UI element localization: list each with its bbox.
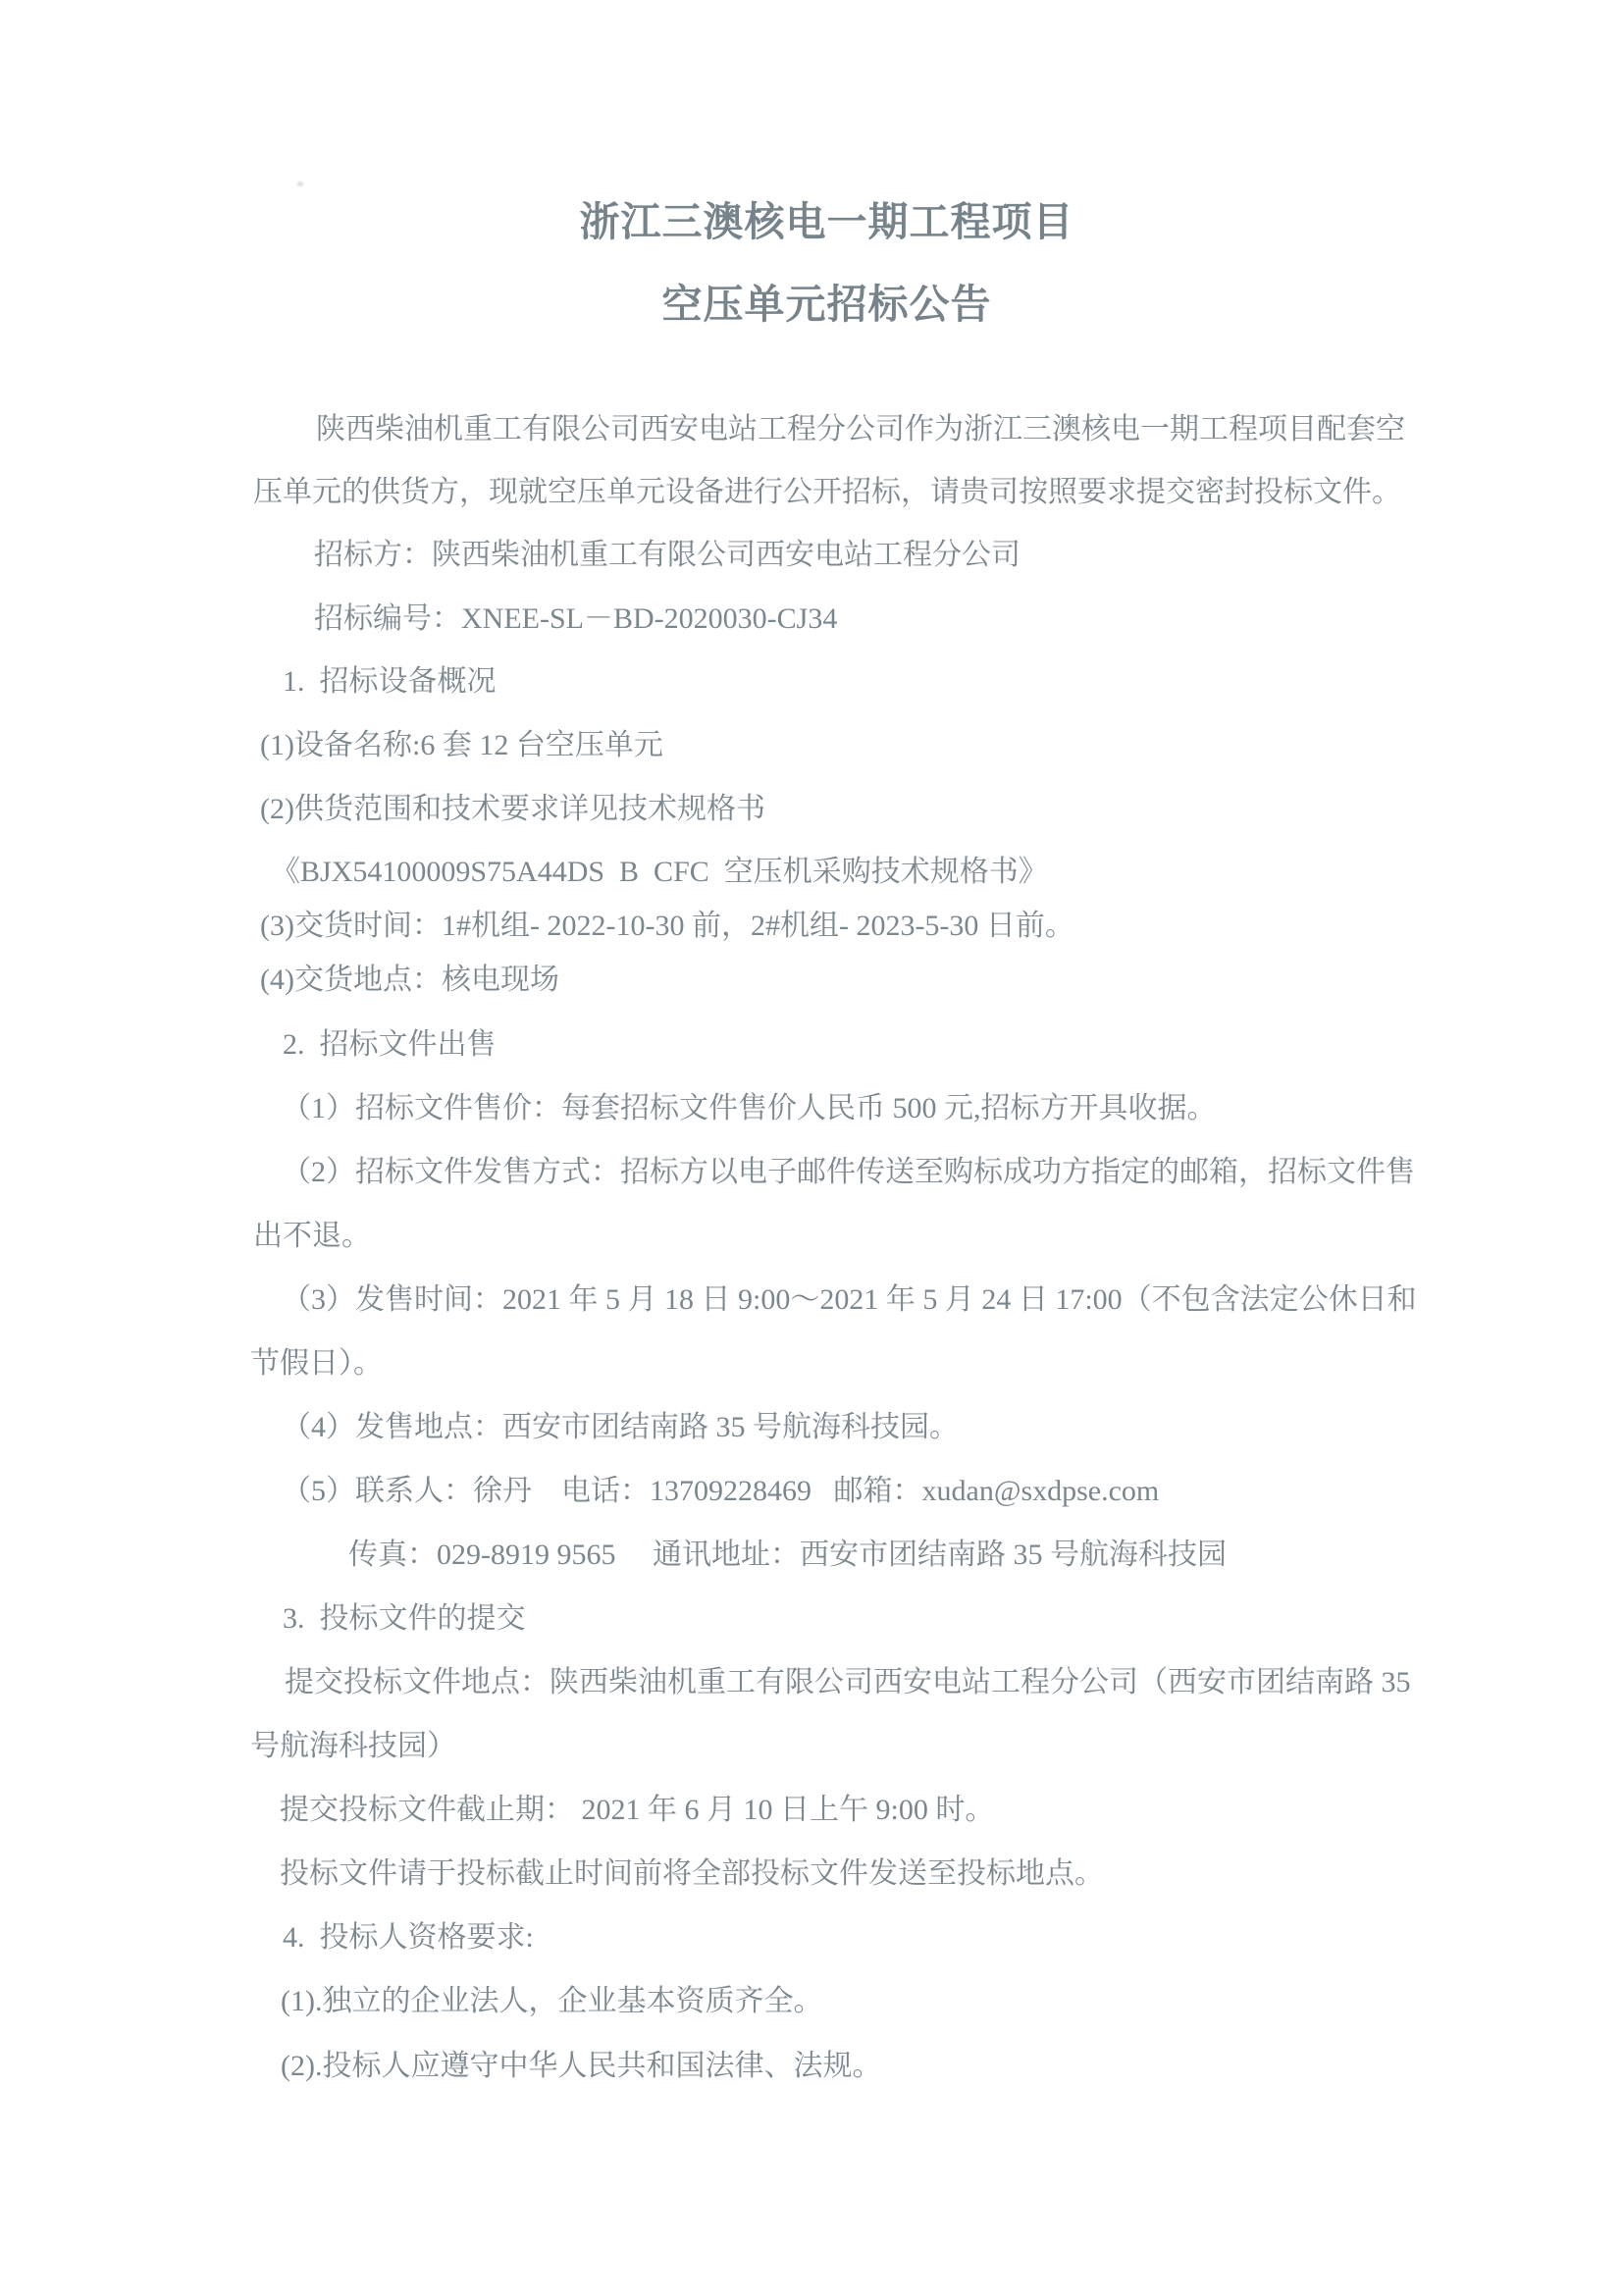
section-2-heading: 2. 招标文件出售 (283, 1028, 497, 1061)
submit-place-line-1: 提交投标文件地点：陕西柴油机重工有限公司西安电站工程分公司（西安市团结南路 35 (285, 1666, 1411, 1698)
section-1-heading: 1. 招标设备概况 (283, 665, 497, 698)
delivery-time-line: (3)交货时间：1#机组- 2022-10-30 前，2#机组- 2023-5-30 日前。 (260, 910, 1074, 942)
sale-time-line-1: （3）发售时间：2021 年 5 月 18 日 9:00～2021 年 5 月 24 日 17:00（不包含法定公休日和 (282, 1283, 1417, 1316)
tender-party-line: 招标方：陕西柴油机重工有限公司西安电站工程分公司 (314, 539, 1021, 571)
sale-place-line: （4）发售地点：西安市团结南路 35 号航海科技园。 (282, 1411, 959, 1443)
doc-title-line2: 空压单元招标公告 (661, 282, 992, 327)
doc-price-line: （1）招标文件售价：每套招标文件售价人民币 500 元,招标方开具收据。 (282, 1092, 1217, 1124)
delivery-place-line: (4)交货地点：核电现场 (260, 964, 559, 996)
submit-place-line-2: 号航海科技园） (250, 1730, 456, 1762)
fax-address-line: 传真：029-8919 9565 通讯地址：西安市团结南路 35 号航海科技园 (348, 1539, 1227, 1571)
equipment-name-line: (1)设备名称:6 套 12 台空压单元 (260, 729, 663, 761)
contact-line: （5）联系人：徐丹 电话：13709228469 邮箱：xudan@sxdpse.com (282, 1475, 1160, 1507)
supply-scope-line: (2)供货范围和技术要求详见技术规格书 (260, 793, 765, 825)
submit-deadline-line: 提交投标文件截止期： 2021 年 6 月 10 日上午 9:00 时。 (280, 1794, 995, 1826)
tender-number-line: 招标编号：XNEE-SL－BD-2020030-CJ34 (314, 602, 838, 635)
qualification-line-1: (1).独立的企业法人，企业基本资质齐全。 (281, 1985, 823, 2017)
sale-time-line-2: 节假日）。 (250, 1347, 383, 1380)
submit-note-line: 投标文件请于投标截止时间前将全部投标文件发送至投标地点。 (280, 1857, 1104, 1890)
section-4-heading: 4. 投标人资格要求: (283, 1921, 534, 1954)
sale-method-line-1: （2）招标文件发售方式：招标方以电子邮件传送至购标成功方指定的邮箱，招标文件售 (282, 1156, 1415, 1188)
doc-title-line1: 浙江三澳核电一期工程项目 (579, 199, 1074, 244)
spec-title-line: 《BJX54100009S75A44DS B CFC 空压机采购技术规格书》 (271, 856, 1048, 888)
intro-line-1: 陕西柴油机重工有限公司西安电站工程分公司作为浙江三澳核电一期工程项目配套空 (316, 413, 1405, 445)
qualification-line-2: (2).投标人应遵守中华人民共和国法律、法规。 (281, 2050, 882, 2082)
intro-line-2: 压单元的供货方，现就空压单元设备进行公开招标，请贵司按照要求提交密封投标文件。 (253, 476, 1401, 508)
section-3-heading: 3. 投标文件的提交 (283, 1602, 526, 1635)
scan-speck (297, 182, 303, 186)
sale-method-line-2: 出不退。 (253, 1220, 371, 1252)
